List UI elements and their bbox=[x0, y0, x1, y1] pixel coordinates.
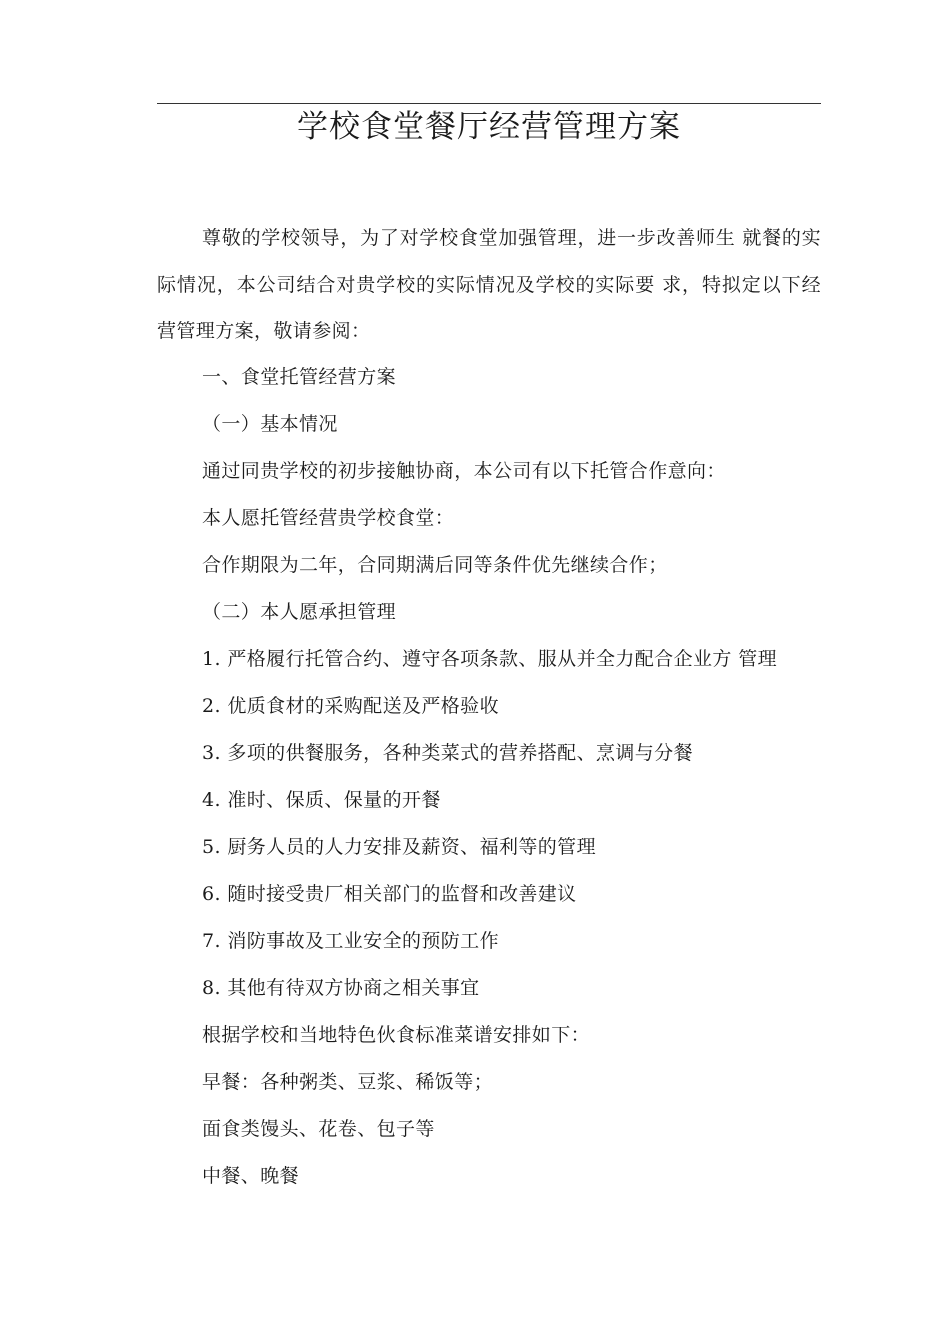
list-item: 7. 消防事故及工业安全的预防工作 bbox=[202, 930, 499, 952]
list-item: 5. 厨务人员的人力安排及薪资、福利等的管理 bbox=[202, 836, 596, 858]
list-item: 8. 其他有待双方协商之相关事宜 bbox=[202, 977, 480, 999]
menu-line: 中餐、晚餐 bbox=[202, 1165, 300, 1187]
body-line: 合作期限为二年，合同期满后同等条件优先继续合作； bbox=[202, 554, 668, 576]
menu-line: 早餐：各种粥类、豆浆、稀饭等； bbox=[202, 1071, 494, 1093]
header-rule bbox=[157, 103, 821, 104]
intro-paragraph: 尊敬的学校领导，为了对学校食堂加强管理，进一步改善师生 就餐的实际情况，本公司结合对贵学校的实际情况及学校的实际要 求，特拟定以下经营管理方案，敬请参阅： bbox=[157, 227, 821, 342]
menu-line: 面食类馒头、花卷、包子等 bbox=[202, 1118, 435, 1140]
document-title: 学校食堂餐厅经营管理方案 bbox=[297, 109, 681, 145]
list-item: 6. 随时接受贵厂相关部门的监督和改善建议 bbox=[202, 883, 577, 905]
body-line: 根据学校和当地特色伙食标准菜谱安排如下： bbox=[202, 1024, 591, 1046]
subsection-heading-management: （二）本人愿承担管理 bbox=[202, 601, 397, 623]
list-item: 3. 多项的供餐服务，各种类菜式的营养搭配、烹调与分餐 bbox=[202, 742, 693, 764]
body-line: 本人愿托管经营贵学校食堂： bbox=[202, 507, 455, 529]
list-item: 1. 严格履行托管合约、遵守各项条款、服从并全力配合企业方 管理 bbox=[202, 648, 778, 670]
body-line: 通过同贵学校的初步接触协商，本公司有以下托管合作意向： bbox=[202, 460, 726, 482]
list-item: 4. 准时、保质、保量的开餐 bbox=[202, 789, 441, 811]
subsection-heading-basic: （一）基本情况 bbox=[202, 413, 338, 435]
section-heading-1: 一、食堂托管经营方案 bbox=[202, 366, 397, 388]
list-item: 2. 优质食材的采购配送及严格验收 bbox=[202, 695, 499, 717]
